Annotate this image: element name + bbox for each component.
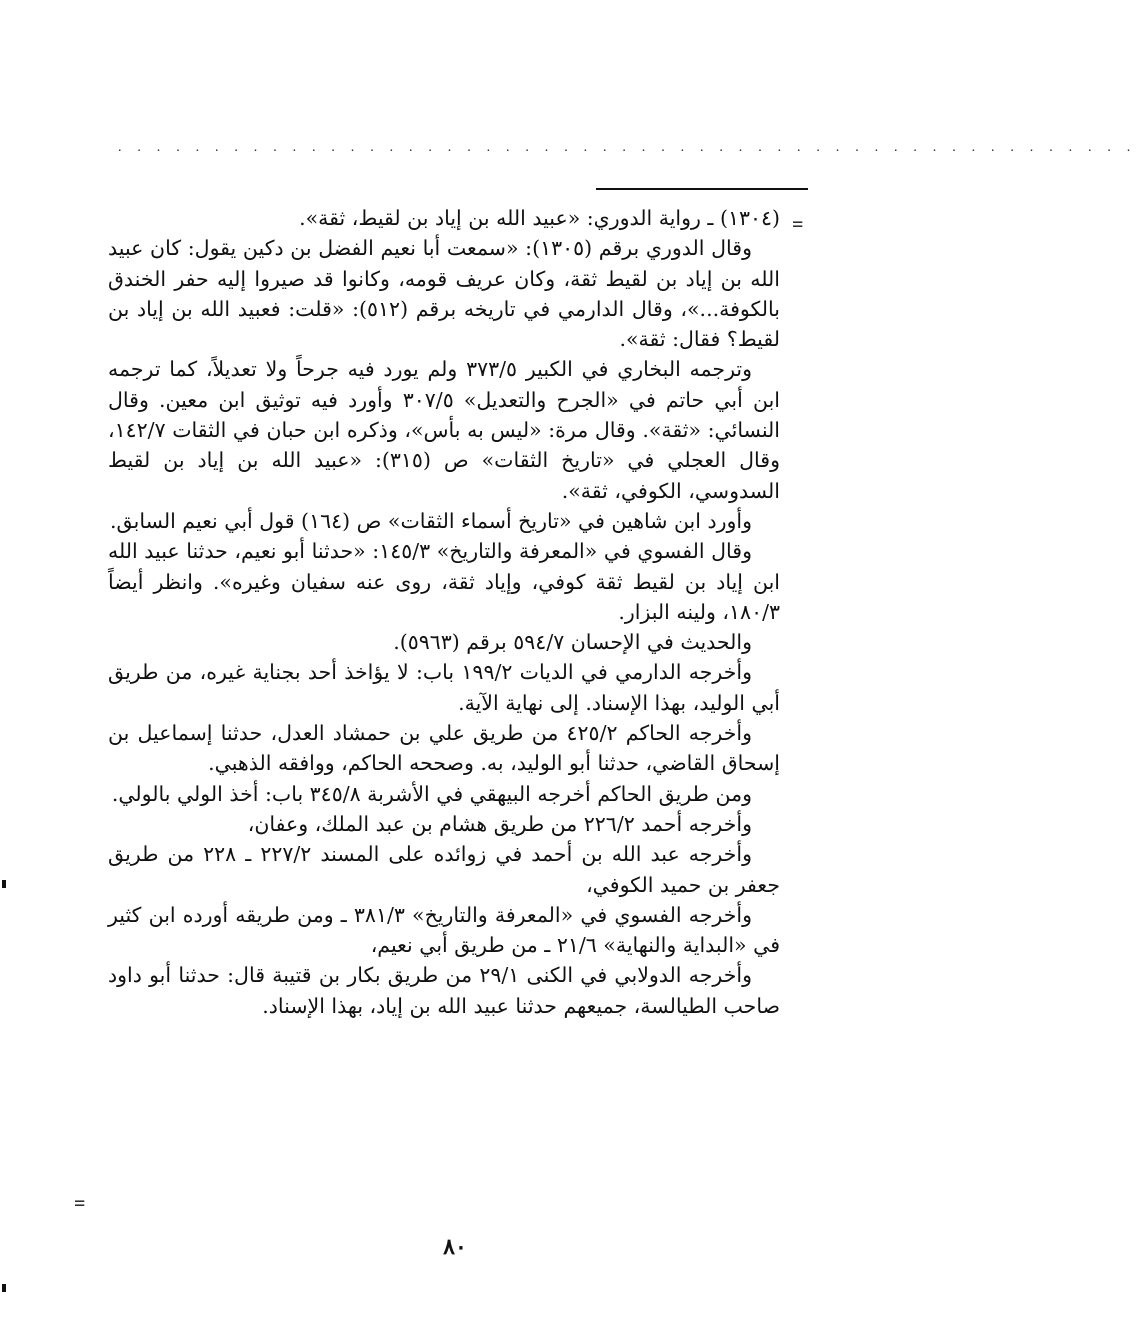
paragraph: وترجمه البخاري في الكبير ٣٧٣/٥ ولم يورد فيه جرحاً ولا تعديلاً، كما ترجمه ابن أبي حاتم في «الجرح والتعديل» ٣٠٧/٥ وأورد فيه توثيق ابن معين. وقال النسائي: «ثقة». وقال مرة: «ليس به بأس»، وذكره ابن حبان في الثقات ١٤٢/٧، وقال العجلي في «تاريخ الثقات» ص (٣١٥): «عبيد الله بن إياد بن لقيط السدوسي، الكوفي، ثقة». (108, 357, 780, 503)
footnote-rule (596, 188, 808, 190)
paragraph: وأخرجه الحاكم ٤٢٥/٢ من طريق علي بن حمشاد العدل، حدثنا إسماعيل بن إسحاق القاضي، حدثنا أبو الوليد، به. وصححه الحاكم، ووافقه الذهبي. (108, 721, 780, 776)
continuation-mark-bottom: = (74, 1193, 86, 1215)
paragraph: وقال الفسوي في «المعرفة والتاريخ» ١٤٥/٣: «حدثنا أبو نعيم، حدثنا عبيد الله ابن إياد بن لقيط ثقة كوفي، وإياد ثقة، روى عنه سفيان وغيره». وانظر أيضاً ١٨٠/٣، ولينه البزار. (108, 539, 780, 624)
paragraph: ومن طريق الحاكم أخرجه البيهقي في الأشربة ٣٤٥/٨ باب: أخذ الولي بالولي. (111, 781, 752, 806)
paragraph: وأخرجه الدارمي في الديات ١٩٩/٢ باب: لا يؤاخذ أحد بجناية غيره، من طريق أبي الوليد، بهذا الإسناد. إلى نهاية الآية. (108, 660, 780, 715)
paragraph: وأخرجه الفسوي في «المعرفة والتاريخ» ٣٨١/٣ ـ ومن طريقه أورده ابن كثير في «البداية والنهاية» ٢١/٦ ـ من طريق أبي نعيم، (108, 902, 780, 958)
paragraph: والحديث في الإحسان ٥٩٤/٧ برقم (٥٩٦٣). (393, 630, 752, 655)
footnote-text (108, 203, 780, 1021)
paragraph: وأخرجه الدولابي في الكنى ٢٩/١ من طريق بكار بن قتيبة قال: حدثنا أبو داود صاحب الطيالسة، جميعهم حدثنا عبيد الله بن إياد، بهذا الإسناد. (108, 963, 780, 1018)
scan-edge-mark (2, 1284, 6, 1292)
dotted-separator: . . . . . . . . . . . . . . . . . . . . . . . . . . . . . . . . . . . . . . . . . . . . . . . . . . . . . (118, 140, 1137, 155)
continuation-mark-top: = (792, 214, 804, 236)
page-number: ٨٠ (443, 1234, 467, 1260)
paragraph: وأخرجه أحمد ٢٢٦/٢ من طريق هشام بن عبد الملك، وعفان، (247, 811, 752, 836)
paragraph: وأورد ابن شاهين في «تاريخ أسماء الثقات» ص (١٦٤) قول أبي نعيم السابق. (110, 508, 752, 533)
paragraph: وأخرجه عبد الله بن أحمد في زوائده على المسند ٢٢٧/٢ ـ ٢٢٨ من طريق جعفر بن حميد الكوفي، (108, 842, 780, 897)
paragraph: وقال الدوري برقم (١٣٠٥): «سمعت أبا نعيم الفضل بن دكين يقول: كان عبيد الله بن إياد بن لقيط ثقة، وكان عريف قومه، وكانوا قد صيروا إليه حفر الخندق بالكوفة...»، وقال الدارمي في تاريخه برقم (٥١٢): «قلت: فعبيد الله بن إياد بن لقيط؟ فقال: ثقة». (108, 236, 780, 352)
scan-edge-mark (2, 880, 6, 888)
paragraph: (١٣٠٤) ـ رواية الدوري: «عبيد الله بن إياد بن لقيط، ثقة». (299, 206, 780, 230)
